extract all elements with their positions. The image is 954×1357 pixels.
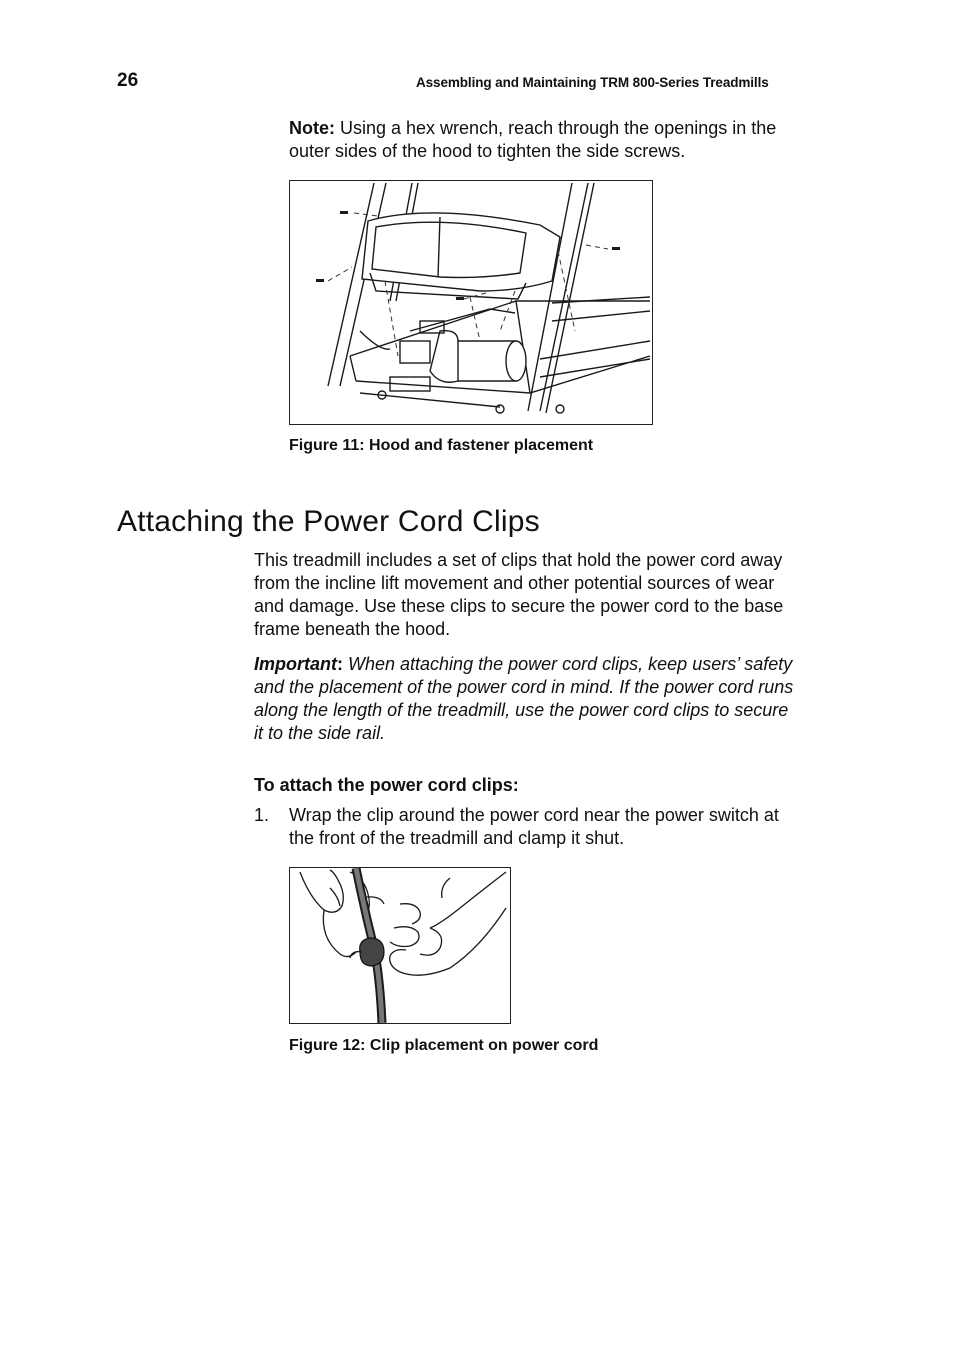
figure-12-caption: Figure 12: Clip placement on power cord: [289, 1037, 599, 1054]
figure-11-caption: Figure 11: Hood and fastener placement: [289, 437, 594, 454]
important-colon: :: [337, 654, 343, 674]
step-number: 1.: [254, 805, 270, 825]
figure-12-illustration: [289, 867, 511, 1024]
procedure-heading: To attach the power cord clips:: [254, 775, 519, 795]
note-paragraph: [289, 117, 799, 163]
page-number: 26: [117, 70, 139, 91]
note-label: Note:: [289, 118, 335, 138]
important-paragraph: [254, 653, 794, 745]
treadmill-hood-drawing: [290, 181, 652, 424]
note-text: Using a hex wrench, reach through the openings in the outer sides of the hood to tighten the side screws.: [289, 118, 777, 161]
figure-11-illustration: [289, 180, 653, 425]
step-text: Wrap the clip around the power cord near the power switch at the front of the treadmill and clamp it shut.: [289, 805, 779, 848]
section-title: Attaching the Power Cord Clips: [117, 505, 540, 538]
running-header: Assembling and Maintaining TRM 800-Series Treadmills: [416, 75, 769, 90]
important-label: Important: [254, 654, 337, 674]
cord-clip-drawing: [290, 868, 510, 1023]
important-text: When attaching the power cord clips, keep users’ safety and the placement of the power cord in mind. If the power cord runs along the length of the treadmill, use the power cord clips to secure it to the side rail.: [254, 654, 794, 743]
intro-paragraph: This treadmill includes a set of clips that hold the power cord away from the incline lift movement and other potential sources of wear and damage. Use these clips to secure the power cord to the base frame beneath the hood.: [254, 550, 784, 639]
